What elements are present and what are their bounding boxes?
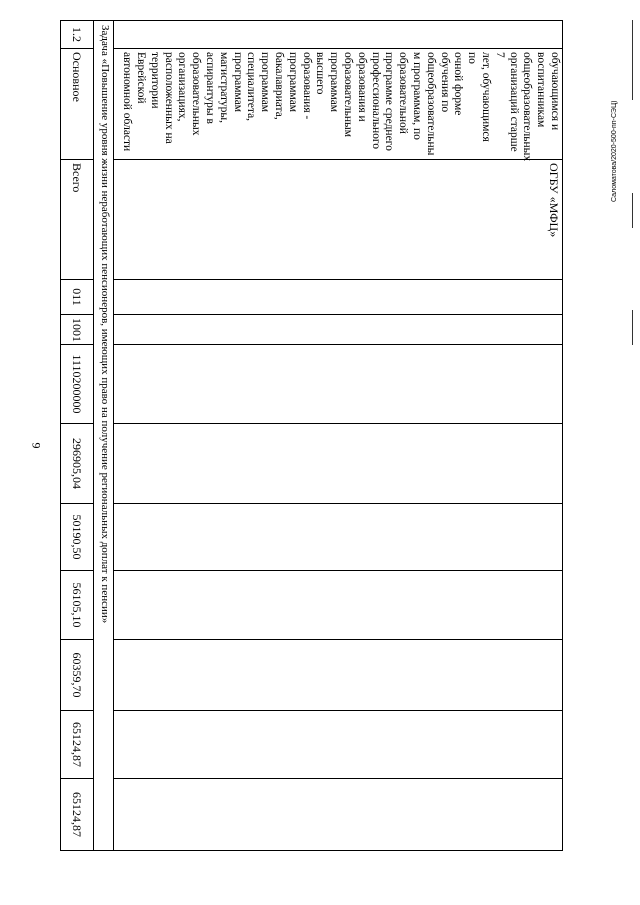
edge-mark-middle — [632, 193, 633, 228]
executor-cell: Всего — [61, 160, 94, 280]
edge-mark-top — [632, 20, 633, 100]
table-cell-empty — [114, 640, 563, 711]
table-cell-empty — [114, 779, 563, 851]
amount-2025: 65124,87 — [61, 779, 94, 851]
table-cell-empty — [114, 280, 563, 315]
table-cell-empty — [114, 345, 563, 424]
amount-2024: 65124,87 — [61, 711, 94, 779]
table-cell-num-empty — [114, 21, 563, 49]
table-cell-empty — [114, 315, 563, 345]
rotated-table-container — [55, 20, 563, 850]
document-stamp: Саломатова/2020-500-пп-СЭЦ) — [611, 100, 618, 202]
table-cell-empty — [114, 504, 563, 571]
amount-2021: 50190,50 — [61, 504, 94, 571]
measure-description: обучающимся и воспитанникам общеобразовательных организаций старше 7 лет, обучающимся по очной форме обучения по общеобразовательны м программам, по образовательной программе среднего профессионального образования и образовательным программам высшего образования - программам бакалавриата, программам специалитета, программам магистратуры, аспирантуры в образовательных организациях, расположенных на территории Еврейской автономной области — [114, 49, 563, 160]
table-row-description — [114, 21, 563, 851]
table-cell-empty — [114, 711, 563, 779]
table-cell-empty — [114, 424, 563, 504]
row-number: 1.2 — [61, 21, 94, 49]
page-number: 9 — [29, 442, 44, 449]
program-table — [60, 20, 563, 851]
rzpr-code: 1001 — [61, 315, 94, 345]
executor-cell: ОГБУ «МФЦ» — [114, 160, 563, 280]
grbs-code: 011 — [61, 280, 94, 315]
task-heading: Задача «Повышение уровня жизни неработающих пенсионеров, имеющих право на получение региональных доплат к пенсии» — [94, 21, 114, 851]
amount-total: 296905,04 — [61, 424, 94, 504]
table-cell-empty — [114, 571, 563, 640]
edge-mark-bottom — [632, 310, 633, 345]
csr-code: 1110200000 — [61, 345, 94, 424]
table-row-data — [61, 21, 94, 851]
amount-2022: 56105,10 — [61, 571, 94, 640]
amount-2023: 60359,70 — [61, 640, 94, 711]
table-row-task — [94, 21, 114, 851]
measure-name: Основное — [61, 49, 94, 160]
